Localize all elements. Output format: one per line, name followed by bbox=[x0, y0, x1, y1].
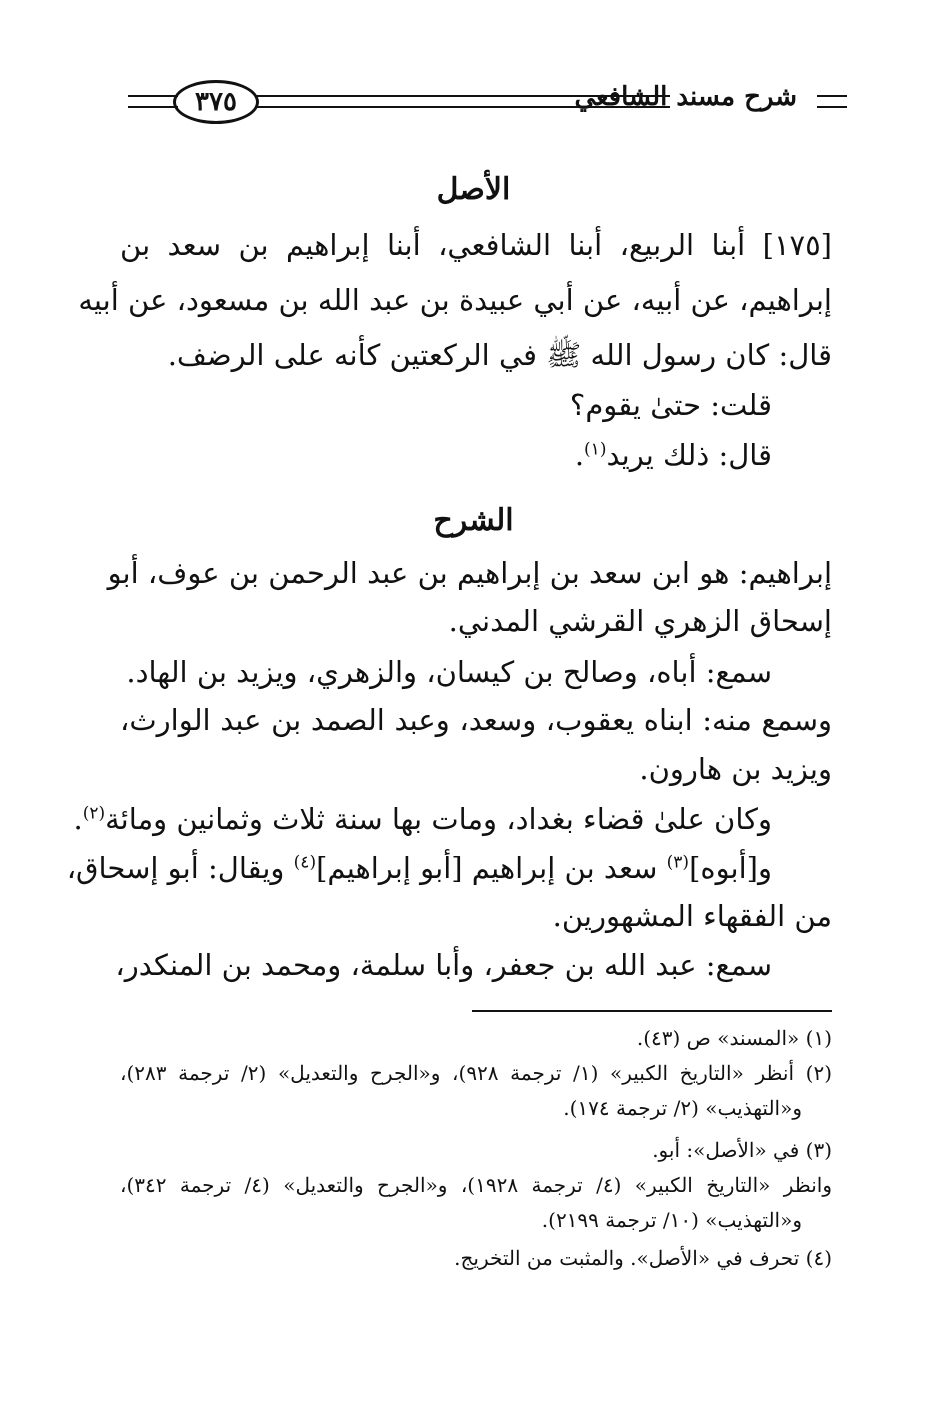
sharh-line-3: سمع: أباه، وصالح بن كيسان، والزهري، ويزيد بن الهاد. bbox=[126, 655, 772, 689]
asl-line-5-text: قال: ذلك يريد bbox=[606, 438, 772, 472]
sharh-line-2: إسحاق الزهري القرشي المدني. bbox=[448, 604, 832, 638]
asl-line-5 bbox=[575, 438, 772, 473]
asl-line-2: إبراهيم، عن أبيه، عن أبي عبيدة بن عبد الله بن مسعود، عن أبيه bbox=[78, 283, 832, 317]
asl-line-3: قال: كان رسول الله ﷺ في الركعتين كأنه على الرضف. bbox=[167, 338, 832, 372]
footnote-3-cont2: و«التهذيب» (١٠/ ترجمة ٢١٩٩). bbox=[541, 1208, 802, 1232]
asl-line-1: [١٧٥] أبنا الربيع، أبنا الشافعي، أبنا إبراهيم بن سعد بن bbox=[120, 228, 832, 262]
footnote-ref-3: (٣) bbox=[666, 852, 690, 873]
sharh-line-6-end: . bbox=[73, 802, 83, 836]
header-ornament-right bbox=[817, 95, 847, 108]
asl-line-4: قلت: حتىٰ يقوم؟ bbox=[569, 388, 772, 422]
sharh-heading: الشرح bbox=[433, 503, 514, 538]
sharh-line-7-c: ويقال: أبو إسحاق، bbox=[66, 851, 294, 885]
sharh-line-7-a: و[أبوه] bbox=[689, 851, 772, 885]
page-number: ٣٧٥ bbox=[173, 80, 259, 124]
footnote-ref-2: (٢) bbox=[82, 803, 106, 824]
asl-heading: الأصل bbox=[436, 172, 511, 207]
sharh-line-5: ويزيد بن هارون. bbox=[639, 752, 832, 786]
sharh-line-8: من الفقهاء المشهورين. bbox=[552, 899, 832, 933]
sharh-line-7-b: سعد بن إبراهيم [أبو إبراهيم] bbox=[316, 851, 667, 885]
sharh-line-4: وسمع منه: ابناه يعقوب، وسعد، وعبد الصمد بن عبد الوارث، bbox=[120, 703, 832, 737]
header-ornament-left bbox=[128, 95, 178, 108]
running-title: شرح مسند الشافعي bbox=[574, 82, 797, 112]
footnote-separator bbox=[472, 1010, 832, 1012]
sharh-line-7 bbox=[67, 851, 772, 886]
footnote-2: (٢) أنظر «التاريخ الكبير» (١/ ترجمة ٩٢٨)، و«الجرح والتعديل» (٢/ ترجمة ٢٨٣)، bbox=[120, 1061, 833, 1085]
sharh-line-1: إبراهيم: هو ابن سعد بن إبراهيم بن عبد الرحمن بن عوف، أبو bbox=[107, 556, 832, 590]
sharh-line-6-text: وكان علىٰ قضاء بغداد، ومات بها سنة ثلاث وثمانين ومائة bbox=[105, 802, 772, 836]
header-ornament-middle bbox=[250, 95, 670, 108]
footnote-ref-4: (٤) bbox=[293, 852, 317, 873]
asl-line-5-end: . bbox=[574, 438, 585, 472]
footnote-3-cont: وانظر «التاريخ الكبير» (٤/ ترجمة ١٩٢٨)، و«الجرح والتعديل» (٤/ ترجمة ٣٤٢)، bbox=[120, 1173, 832, 1197]
footnote-3: (٣) في «الأصل»: أبو. bbox=[652, 1138, 832, 1162]
footnote-4: (٤) تحرف في «الأصل». والمثبت من التخريج. bbox=[454, 1246, 832, 1270]
sharh-line-9: سمع: عبد الله بن جعفر، وأبا سلمة، ومحمد بن المنكدر، bbox=[115, 948, 772, 982]
footnote-ref-1: (١) bbox=[584, 439, 607, 460]
footnote-1: (١) «المسند» ص (٤٣). bbox=[636, 1026, 832, 1050]
footnote-2-cont: و«التهذيب» (٢/ ترجمة ١٧٤). bbox=[563, 1096, 802, 1120]
sharh-line-6 bbox=[73, 802, 772, 837]
